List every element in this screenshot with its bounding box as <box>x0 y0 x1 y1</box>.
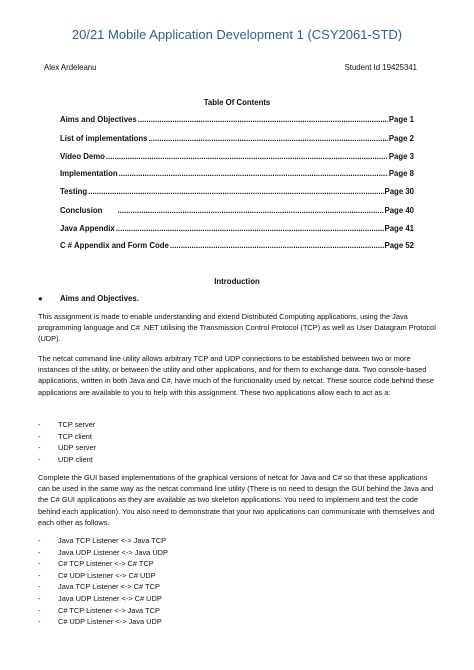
list-item: - C# UDP Listener <-> Java UDP <box>38 617 162 627</box>
toc-entry-page: Page 1 <box>388 115 414 124</box>
toc-leader-dots <box>88 187 383 196</box>
toc-entry[interactable] <box>60 241 414 251</box>
toc-entry-page: Page 8 <box>388 169 414 178</box>
list-item: - UDP server <box>38 443 97 453</box>
role-list <box>38 419 96 465</box>
list-item: - Java TCP Listener <-> C# TCP <box>38 582 160 592</box>
toc-leader-dots <box>170 241 384 250</box>
toc-entry-label: Video Demo <box>60 152 105 161</box>
toc-leader-dots <box>106 152 388 161</box>
toc-entry[interactable] <box>60 187 414 197</box>
toc-entry[interactable] <box>60 169 414 179</box>
introduction-heading: Introduction <box>214 277 260 286</box>
author-name: Alex Ardeleanu <box>44 63 97 72</box>
document-title: 20/21 Mobile Application Development 1 (CSY2061-STD) <box>71 27 403 42</box>
list-item: - Java UDP Listener <-> C# UDP <box>38 593 162 603</box>
list-item: - TCP server <box>38 420 96 429</box>
toc-leader-dots <box>138 115 388 124</box>
toc-entry-label: Java Appendix <box>60 224 115 233</box>
toc-entry-page: Page 41 <box>384 224 414 233</box>
intro-paragraph-2: The netcat command line utility allows arbitrary TCP and UDP connections to be established between two or more instances of the utility, or between the utility and other applications, and for them to exchange data. Two console-based applications, written in both Java and C#, have much of the functionality used by netcat. These source code behind these applications are available to you to help with this assignment. These two applications allow each to act as a: <box>38 354 434 397</box>
toc-leader-dots <box>149 134 388 143</box>
toc-entry[interactable] <box>60 224 414 234</box>
toc-entry-label: C # Appendix and Form Code <box>60 241 169 250</box>
toc-entry[interactable] <box>60 152 414 162</box>
list-item: - TCP client <box>38 431 92 441</box>
toc-entry[interactable] <box>60 134 414 144</box>
toc-entry[interactable] <box>60 206 414 216</box>
toc-leader-dots <box>116 224 384 233</box>
student-id: Student Id 19425341 <box>344 63 417 72</box>
intro-paragraph-1: This assignment is made to enable understanding and extend Distributed Computing applications, using the Java programming language and C# .NET utilising the Transmission Control Protocol (TCP) as well as User Datagram Protocol (UDP). <box>38 312 436 344</box>
list-item: - C# TCP Listener <-> Java TCP <box>38 605 160 615</box>
bullet-icon: ● <box>38 294 43 303</box>
list-item: - UDP client <box>38 454 93 464</box>
toc-entry-label: Testing <box>60 187 88 196</box>
toc-entry-page: Page 3 <box>388 152 414 161</box>
list-item: - Java TCP Listener <-> Java TCP <box>38 536 167 545</box>
toc-heading: Table Of Contents <box>203 98 271 107</box>
aims-heading-text: Aims and Objectives. <box>60 294 139 303</box>
toc-leader-dots <box>117 206 383 215</box>
author-row <box>44 63 417 72</box>
list-item: - C# UDP Listener <-> C# UDP <box>38 570 156 580</box>
list-item: - Java UDP Listener <-> Java UDP <box>38 547 168 557</box>
toc-entry-label: Conclusion <box>60 206 103 215</box>
communication-list <box>38 535 168 628</box>
toc-leader-dots <box>119 169 388 178</box>
intro-paragraph-3: Complete the GUI based implementations of the graphical versions of netcat for Java and C# so that these applications can be used in the same way as the netcat command line utility (There is no need to design the GUI behind the Java and the C# GUI applications as they are available as two skeleton applications. You need to implement and test the code behind each application). You also need to demonstrate that your two applications can communicate with themselves and each other as follows. <box>38 473 435 527</box>
toc-entry-label: List of implementations <box>60 134 148 143</box>
aims-heading <box>38 294 139 303</box>
toc-entry-page: Page 30 <box>384 187 414 196</box>
list-item: - C# TCP Listener <-> C# TCP <box>38 559 154 569</box>
toc-entry-label: Implementation <box>60 169 118 178</box>
toc-entry-label: Aims and Objectives <box>60 115 137 124</box>
toc-entry[interactable] <box>60 115 414 125</box>
toc-entry-page: Page 40 <box>384 206 414 215</box>
toc-entry-page: Page 2 <box>388 134 414 143</box>
toc-entry-page: Page 52 <box>384 241 414 250</box>
